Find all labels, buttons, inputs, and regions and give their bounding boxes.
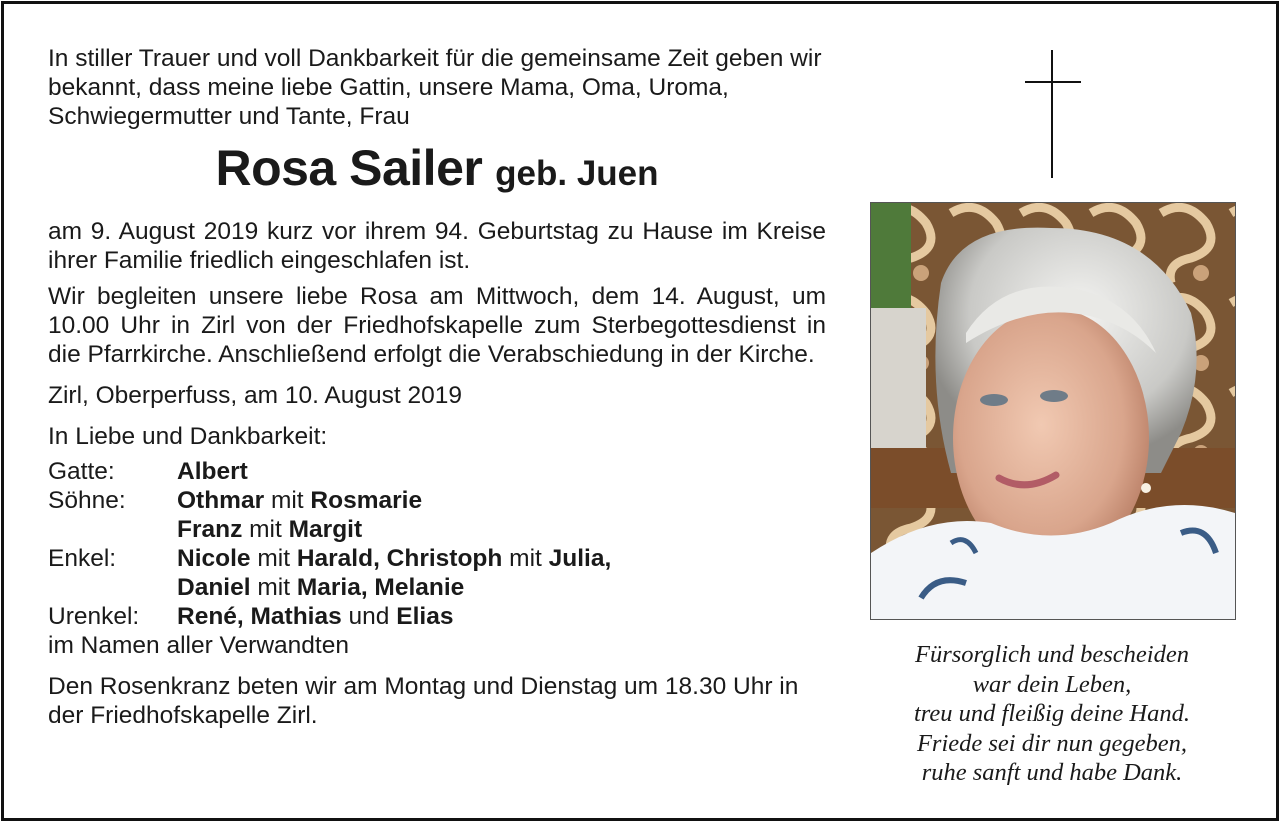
family-row <box>48 457 826 486</box>
obituary-frame <box>1 1 1279 821</box>
poem <box>870 640 1234 788</box>
family-names: Franz mit Margit <box>177 516 363 543</box>
poem-line: Friede sei dir nun gegeben, <box>916 729 1188 757</box>
rosary-text: Den Rosenkranz beten wir am Montag und Dienstag um 18.30 Uhr in der Friedhofskapelle Zirl. <box>48 673 799 729</box>
intro-text: In stiller Trauer und voll Dankbarkeit für die gemeinsame Zeit geben wir bekannt, dass meine liebe Gattin, unsere Mama, Oma, Uroma, Schwiegermutter und Tante, Frau <box>48 45 822 130</box>
cross-icon <box>1025 50 1081 178</box>
family-label: Gatte: <box>48 458 115 485</box>
family-label: Söhne: <box>48 487 126 514</box>
family-label: Enkel: <box>48 545 117 572</box>
death-text: am 9. August 2019 kurz vor ihrem 94. Geburtstag zu Hause im Kreise ihrer Familie friedlich eingeschlafen ist. <box>48 218 826 274</box>
family-names: Daniel mit Maria, Melanie <box>177 574 465 601</box>
family-row <box>48 544 826 573</box>
relatives-text: im Namen aller Verwandten <box>48 632 349 659</box>
poem-line: Fürsorglich und bescheiden <box>915 641 1189 668</box>
family-row <box>48 515 826 544</box>
place-date: Zirl, Oberperfuss, am 10. August 2019 <box>48 382 462 409</box>
family-list <box>48 457 826 631</box>
family-row <box>48 573 826 602</box>
family-row <box>48 602 826 631</box>
family-label <box>48 573 177 602</box>
obituary-text-column <box>48 44 826 730</box>
family-names: Othmar mit Rosmarie <box>177 487 423 514</box>
funeral-text: Wir begleiten unsere liebe Rosa am Mittwoch, dem 14. August, um 10.00 Uhr in Zirl von der Friedhofskapelle zum Sterbegottesdienst in die Pfarrkirche. Anschließend erfolgt die Verabschiedung in der Kirche. <box>48 283 826 368</box>
maiden-name: geb. Juen <box>495 154 659 193</box>
family-names: Nicole mit Harald, Christoph mit Julia, <box>177 545 612 572</box>
family-names: René, Mathias und Elias <box>177 603 454 630</box>
poem-line: treu und fleißig deine Hand. <box>913 700 1191 727</box>
family-row <box>48 486 826 515</box>
family-label: Urenkel: <box>48 603 140 630</box>
deceased-name-line <box>48 137 826 209</box>
family-names: Albert <box>177 458 248 485</box>
family-label <box>48 515 177 544</box>
portrait-photo <box>870 202 1236 620</box>
poem-line: war dein Leben, <box>972 670 1132 698</box>
poem-line: ruhe sanft und habe Dank. <box>921 759 1183 786</box>
deceased-name: Rosa Sailer <box>215 140 483 196</box>
closing-text: In Liebe und Dankbarkeit: <box>48 423 328 450</box>
